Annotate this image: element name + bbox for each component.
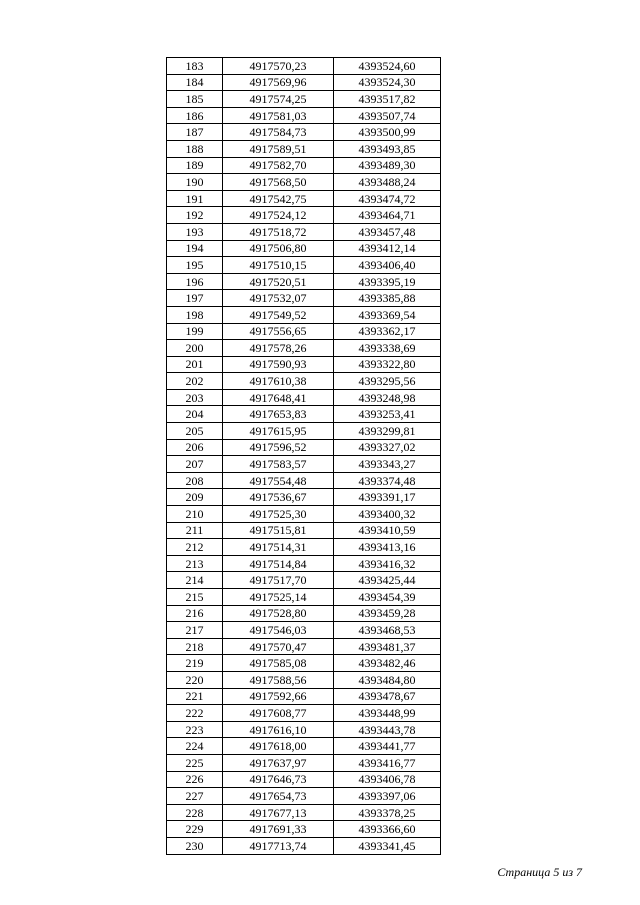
point-number-cell: 211 bbox=[167, 522, 223, 539]
table-row bbox=[167, 821, 441, 838]
point-number-cell: 228 bbox=[167, 804, 223, 821]
table-row bbox=[167, 340, 441, 357]
table-row bbox=[167, 655, 441, 672]
x-coordinate-cell: 4917515,81 bbox=[223, 522, 334, 539]
table-row bbox=[167, 373, 441, 390]
y-coordinate-cell: 4393468,53 bbox=[334, 622, 441, 639]
table-row bbox=[167, 605, 441, 622]
x-coordinate-cell: 4917653,83 bbox=[223, 406, 334, 423]
point-number-cell: 194 bbox=[167, 240, 223, 257]
table-row bbox=[167, 539, 441, 556]
y-coordinate-cell: 4393484,80 bbox=[334, 671, 441, 688]
point-number-cell: 229 bbox=[167, 821, 223, 838]
x-coordinate-cell: 4917569,96 bbox=[223, 74, 334, 91]
x-coordinate-cell: 4917510,15 bbox=[223, 257, 334, 274]
table-row bbox=[167, 506, 441, 523]
point-number-cell: 212 bbox=[167, 539, 223, 556]
table-row bbox=[167, 74, 441, 91]
x-coordinate-cell: 4917520,51 bbox=[223, 273, 334, 290]
y-coordinate-cell: 4393500,99 bbox=[334, 124, 441, 141]
point-number-cell: 209 bbox=[167, 489, 223, 506]
x-coordinate-cell: 4917646,73 bbox=[223, 771, 334, 788]
point-number-cell: 213 bbox=[167, 555, 223, 572]
y-coordinate-cell: 4393474,72 bbox=[334, 190, 441, 207]
x-coordinate-cell: 4917588,56 bbox=[223, 671, 334, 688]
table-row bbox=[167, 622, 441, 639]
x-coordinate-cell: 4917542,75 bbox=[223, 190, 334, 207]
point-number-cell: 183 bbox=[167, 58, 223, 75]
table-row bbox=[167, 489, 441, 506]
y-coordinate-cell: 4393397,06 bbox=[334, 788, 441, 805]
x-coordinate-cell: 4917570,23 bbox=[223, 58, 334, 75]
x-coordinate-cell: 4917648,41 bbox=[223, 389, 334, 406]
point-number-cell: 208 bbox=[167, 472, 223, 489]
y-coordinate-cell: 4393391,17 bbox=[334, 489, 441, 506]
y-coordinate-cell: 4393395,19 bbox=[334, 273, 441, 290]
x-coordinate-cell: 4917514,84 bbox=[223, 555, 334, 572]
y-coordinate-cell: 4393493,85 bbox=[334, 140, 441, 157]
table-row bbox=[167, 290, 441, 307]
y-coordinate-cell: 4393425,44 bbox=[334, 572, 441, 589]
point-number-cell: 221 bbox=[167, 688, 223, 705]
coordinates-table bbox=[166, 57, 441, 855]
y-coordinate-cell: 4393248,98 bbox=[334, 389, 441, 406]
point-number-cell: 187 bbox=[167, 124, 223, 141]
table-row bbox=[167, 91, 441, 108]
table-row bbox=[167, 306, 441, 323]
y-coordinate-cell: 4393400,32 bbox=[334, 506, 441, 523]
point-number-cell: 216 bbox=[167, 605, 223, 622]
x-coordinate-cell: 4917570,47 bbox=[223, 638, 334, 655]
point-number-cell: 218 bbox=[167, 638, 223, 655]
table-row bbox=[167, 140, 441, 157]
table-row bbox=[167, 356, 441, 373]
x-coordinate-cell: 4917532,07 bbox=[223, 290, 334, 307]
x-coordinate-cell: 4917518,72 bbox=[223, 223, 334, 240]
y-coordinate-cell: 4393362,17 bbox=[334, 323, 441, 340]
table-row bbox=[167, 273, 441, 290]
x-coordinate-cell: 4917585,08 bbox=[223, 655, 334, 672]
point-number-cell: 222 bbox=[167, 705, 223, 722]
page-number-footer: Страница 5 из 7 bbox=[497, 865, 582, 879]
y-coordinate-cell: 4393478,67 bbox=[334, 688, 441, 705]
x-coordinate-cell: 4917524,12 bbox=[223, 207, 334, 224]
y-coordinate-cell: 4393507,74 bbox=[334, 107, 441, 124]
x-coordinate-cell: 4917568,50 bbox=[223, 174, 334, 191]
y-coordinate-cell: 4393374,48 bbox=[334, 472, 441, 489]
y-coordinate-cell: 4393343,27 bbox=[334, 456, 441, 473]
x-coordinate-cell: 4917654,73 bbox=[223, 788, 334, 805]
point-number-cell: 220 bbox=[167, 671, 223, 688]
point-number-cell: 191 bbox=[167, 190, 223, 207]
y-coordinate-cell: 4393454,39 bbox=[334, 589, 441, 606]
table-row bbox=[167, 257, 441, 274]
y-coordinate-cell: 4393482,46 bbox=[334, 655, 441, 672]
y-coordinate-cell: 4393299,81 bbox=[334, 423, 441, 440]
point-number-cell: 224 bbox=[167, 738, 223, 755]
y-coordinate-cell: 4393489,30 bbox=[334, 157, 441, 174]
table-row bbox=[167, 705, 441, 722]
table-row bbox=[167, 240, 441, 257]
y-coordinate-cell: 4393385,88 bbox=[334, 290, 441, 307]
x-coordinate-cell: 4917517,70 bbox=[223, 572, 334, 589]
table-row bbox=[167, 572, 441, 589]
table-row bbox=[167, 323, 441, 340]
table-row bbox=[167, 589, 441, 606]
point-number-cell: 192 bbox=[167, 207, 223, 224]
y-coordinate-cell: 4393488,24 bbox=[334, 174, 441, 191]
x-coordinate-cell: 4917536,67 bbox=[223, 489, 334, 506]
point-number-cell: 199 bbox=[167, 323, 223, 340]
point-number-cell: 226 bbox=[167, 771, 223, 788]
table-row bbox=[167, 124, 441, 141]
x-coordinate-cell: 4917615,95 bbox=[223, 423, 334, 440]
point-number-cell: 219 bbox=[167, 655, 223, 672]
point-number-cell: 215 bbox=[167, 589, 223, 606]
point-number-cell: 189 bbox=[167, 157, 223, 174]
x-coordinate-cell: 4917608,77 bbox=[223, 705, 334, 722]
x-coordinate-cell: 4917525,30 bbox=[223, 506, 334, 523]
x-coordinate-cell: 4917574,25 bbox=[223, 91, 334, 108]
table-row bbox=[167, 406, 441, 423]
table-row bbox=[167, 788, 441, 805]
table-row bbox=[167, 754, 441, 771]
table-row bbox=[167, 223, 441, 240]
x-coordinate-cell: 4917589,51 bbox=[223, 140, 334, 157]
table-row bbox=[167, 721, 441, 738]
y-coordinate-cell: 4393517,82 bbox=[334, 91, 441, 108]
point-number-cell: 197 bbox=[167, 290, 223, 307]
table-row bbox=[167, 638, 441, 655]
x-coordinate-cell: 4917556,65 bbox=[223, 323, 334, 340]
table-row bbox=[167, 456, 441, 473]
y-coordinate-cell: 4393443,78 bbox=[334, 721, 441, 738]
point-number-cell: 200 bbox=[167, 340, 223, 357]
table-row bbox=[167, 58, 441, 75]
y-coordinate-cell: 4393459,28 bbox=[334, 605, 441, 622]
x-coordinate-cell: 4917691,33 bbox=[223, 821, 334, 838]
point-number-cell: 225 bbox=[167, 754, 223, 771]
y-coordinate-cell: 4393441,77 bbox=[334, 738, 441, 755]
x-coordinate-cell: 4917592,66 bbox=[223, 688, 334, 705]
table-row bbox=[167, 157, 441, 174]
table-row bbox=[167, 738, 441, 755]
point-number-cell: 190 bbox=[167, 174, 223, 191]
x-coordinate-cell: 4917578,26 bbox=[223, 340, 334, 357]
y-coordinate-cell: 4393406,78 bbox=[334, 771, 441, 788]
point-number-cell: 185 bbox=[167, 91, 223, 108]
x-coordinate-cell: 4917582,70 bbox=[223, 157, 334, 174]
x-coordinate-cell: 4917637,97 bbox=[223, 754, 334, 771]
table-row bbox=[167, 555, 441, 572]
point-number-cell: 193 bbox=[167, 223, 223, 240]
y-coordinate-cell: 4393369,54 bbox=[334, 306, 441, 323]
point-number-cell: 196 bbox=[167, 273, 223, 290]
x-coordinate-cell: 4917584,73 bbox=[223, 124, 334, 141]
y-coordinate-cell: 4393464,71 bbox=[334, 207, 441, 224]
x-coordinate-cell: 4917554,48 bbox=[223, 472, 334, 489]
y-coordinate-cell: 4393413,16 bbox=[334, 539, 441, 556]
point-number-cell: 204 bbox=[167, 406, 223, 423]
y-coordinate-cell: 4393416,32 bbox=[334, 555, 441, 572]
x-coordinate-cell: 4917525,14 bbox=[223, 589, 334, 606]
point-number-cell: 188 bbox=[167, 140, 223, 157]
table-row bbox=[167, 804, 441, 821]
point-number-cell: 230 bbox=[167, 837, 223, 854]
x-coordinate-cell: 4917549,52 bbox=[223, 306, 334, 323]
table-row bbox=[167, 472, 441, 489]
point-number-cell: 210 bbox=[167, 506, 223, 523]
y-coordinate-cell: 4393524,60 bbox=[334, 58, 441, 75]
point-number-cell: 205 bbox=[167, 423, 223, 440]
table-row bbox=[167, 688, 441, 705]
y-coordinate-cell: 4393481,37 bbox=[334, 638, 441, 655]
point-number-cell: 207 bbox=[167, 456, 223, 473]
x-coordinate-cell: 4917713,74 bbox=[223, 837, 334, 854]
x-coordinate-cell: 4917677,13 bbox=[223, 804, 334, 821]
x-coordinate-cell: 4917546,03 bbox=[223, 622, 334, 639]
table-row bbox=[167, 837, 441, 854]
table-row bbox=[167, 207, 441, 224]
y-coordinate-cell: 4393338,69 bbox=[334, 340, 441, 357]
y-coordinate-cell: 4393410,59 bbox=[334, 522, 441, 539]
y-coordinate-cell: 4393412,14 bbox=[334, 240, 441, 257]
y-coordinate-cell: 4393366,60 bbox=[334, 821, 441, 838]
y-coordinate-cell: 4393378,25 bbox=[334, 804, 441, 821]
coordinates-table-body bbox=[167, 58, 441, 855]
point-number-cell: 186 bbox=[167, 107, 223, 124]
table-row bbox=[167, 190, 441, 207]
point-number-cell: 227 bbox=[167, 788, 223, 805]
x-coordinate-cell: 4917528,80 bbox=[223, 605, 334, 622]
y-coordinate-cell: 4393341,45 bbox=[334, 837, 441, 854]
point-number-cell: 195 bbox=[167, 257, 223, 274]
point-number-cell: 184 bbox=[167, 74, 223, 91]
y-coordinate-cell: 4393457,48 bbox=[334, 223, 441, 240]
point-number-cell: 201 bbox=[167, 356, 223, 373]
table-row bbox=[167, 174, 441, 191]
point-number-cell: 223 bbox=[167, 721, 223, 738]
x-coordinate-cell: 4917514,31 bbox=[223, 539, 334, 556]
y-coordinate-cell: 4393327,02 bbox=[334, 439, 441, 456]
table-row bbox=[167, 107, 441, 124]
point-number-cell: 198 bbox=[167, 306, 223, 323]
y-coordinate-cell: 4393416,77 bbox=[334, 754, 441, 771]
table-row bbox=[167, 522, 441, 539]
table-row bbox=[167, 439, 441, 456]
point-number-cell: 206 bbox=[167, 439, 223, 456]
point-number-cell: 203 bbox=[167, 389, 223, 406]
point-number-cell: 217 bbox=[167, 622, 223, 639]
point-number-cell: 202 bbox=[167, 373, 223, 390]
y-coordinate-cell: 4393253,41 bbox=[334, 406, 441, 423]
table-row bbox=[167, 389, 441, 406]
y-coordinate-cell: 4393322,80 bbox=[334, 356, 441, 373]
point-number-cell: 214 bbox=[167, 572, 223, 589]
table-row bbox=[167, 423, 441, 440]
table-row bbox=[167, 771, 441, 788]
table-row bbox=[167, 671, 441, 688]
x-coordinate-cell: 4917581,03 bbox=[223, 107, 334, 124]
x-coordinate-cell: 4917616,10 bbox=[223, 721, 334, 738]
y-coordinate-cell: 4393406,40 bbox=[334, 257, 441, 274]
x-coordinate-cell: 4917618,00 bbox=[223, 738, 334, 755]
x-coordinate-cell: 4917610,38 bbox=[223, 373, 334, 390]
x-coordinate-cell: 4917590,93 bbox=[223, 356, 334, 373]
y-coordinate-cell: 4393295,56 bbox=[334, 373, 441, 390]
y-coordinate-cell: 4393524,30 bbox=[334, 74, 441, 91]
x-coordinate-cell: 4917583,57 bbox=[223, 456, 334, 473]
y-coordinate-cell: 4393448,99 bbox=[334, 705, 441, 722]
x-coordinate-cell: 4917506,80 bbox=[223, 240, 334, 257]
x-coordinate-cell: 4917596,52 bbox=[223, 439, 334, 456]
